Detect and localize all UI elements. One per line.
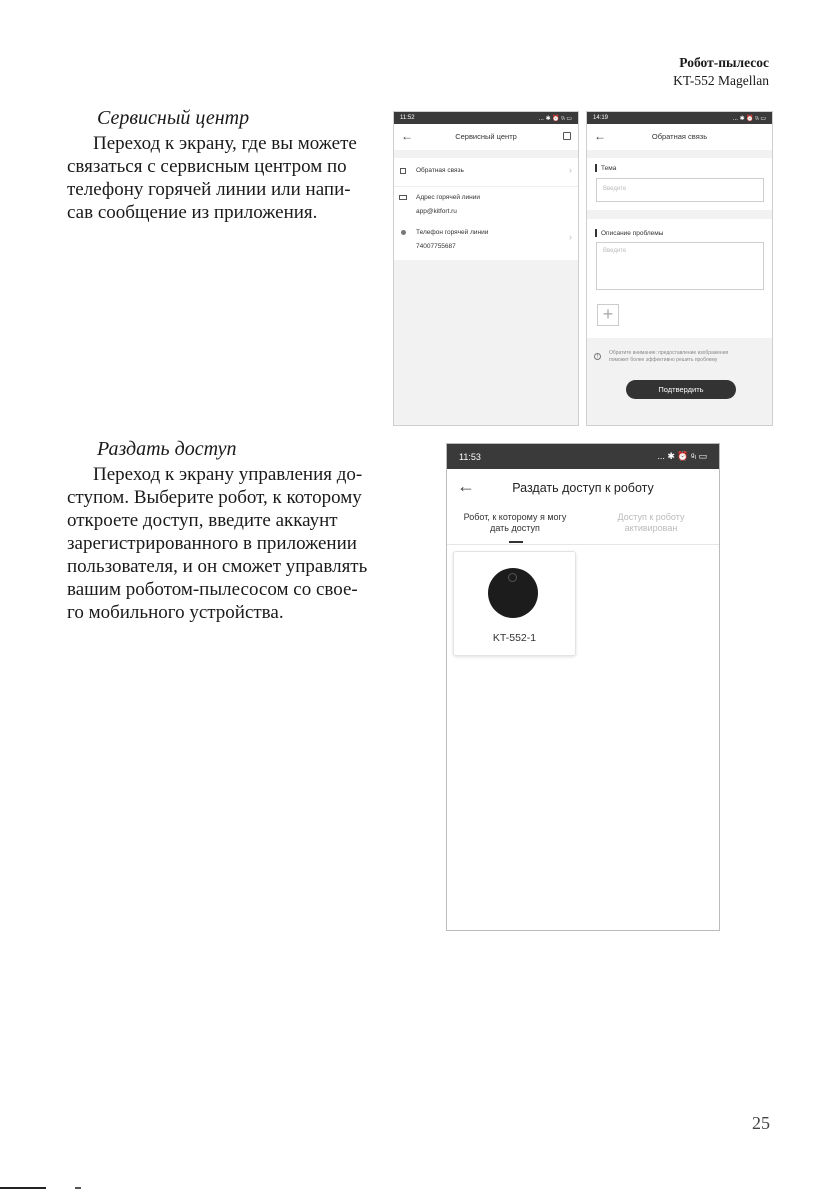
topic-input[interactable]: Введите xyxy=(596,178,764,202)
row-value: 74007755687 xyxy=(416,243,456,250)
divider xyxy=(587,210,772,219)
back-arrow-icon[interactable]: ← xyxy=(594,129,606,143)
footer-rule xyxy=(0,1187,46,1189)
chevron-right-icon: › xyxy=(569,165,572,175)
empty-area xyxy=(394,260,578,425)
footer-mark xyxy=(75,1187,81,1189)
robot-sensor xyxy=(508,573,517,582)
description-input[interactable]: Введите xyxy=(596,242,764,290)
back-arrow-icon[interactable]: ← xyxy=(401,129,413,143)
add-image-button[interactable]: + xyxy=(597,304,619,326)
robot-vacuum-image xyxy=(488,568,538,618)
tab-line: Робот, к которому я могу xyxy=(463,512,567,522)
tab-access-activated[interactable] xyxy=(583,512,719,544)
label-marker xyxy=(595,229,597,237)
text-line: зарегистрированного в приложении xyxy=(67,533,357,554)
status-time: 11:53 xyxy=(459,451,481,462)
text-line: Переход к экрану, где вы можете xyxy=(93,133,357,154)
phone-icon xyxy=(401,230,406,235)
chevron-right-icon: › xyxy=(569,232,572,242)
submit-button[interactable]: Подтвердить xyxy=(626,380,736,399)
status-time: 14:19 xyxy=(593,115,609,121)
row-label: Телефон горячей линии xyxy=(416,229,489,236)
section-text-share-access xyxy=(67,463,383,624)
note-line: поможет более эффективно решить проблему xyxy=(609,357,718,363)
text-line: телефону горячей линии или напи- xyxy=(67,179,351,200)
text-line: связаться с сервисным центром по xyxy=(67,156,347,177)
divider xyxy=(587,150,772,158)
screenshot-service-center xyxy=(393,111,579,426)
screenshot-share-access xyxy=(446,443,720,931)
status-icons: ... ✱ ⏰ ᵍₗ ▭ xyxy=(732,115,766,122)
row-feedback[interactable] xyxy=(394,158,578,186)
info-icon: ! xyxy=(594,353,601,360)
divider xyxy=(394,150,578,158)
robot-card[interactable] xyxy=(453,551,576,656)
screen-title: Обратная связь xyxy=(651,132,708,141)
row-hotline-phone[interactable] xyxy=(394,223,578,259)
product-model: KT-552 Magellan xyxy=(673,73,769,88)
divider xyxy=(447,544,719,545)
text-line: сав сообщение из приложения. xyxy=(67,202,318,223)
message-icon[interactable] xyxy=(563,132,571,140)
tab-can-share[interactable] xyxy=(447,512,583,544)
tab-line: Доступ к роботу xyxy=(617,512,685,522)
status-icons: ... ✱ ⏰ ᵍₗ ▭ xyxy=(538,115,572,122)
row-label: Обратная связь xyxy=(416,167,464,174)
robot-name: KT-552-1 xyxy=(492,632,537,644)
section-text-service-center xyxy=(67,132,383,224)
text-line: пользователя, и он сможет управлять xyxy=(67,556,368,577)
screen-title: Раздать доступ к роботу xyxy=(512,481,654,495)
status-bar xyxy=(447,444,719,469)
text-line: вашим роботом-пылесосом со свое- xyxy=(67,579,358,600)
row-hotline-address xyxy=(394,187,578,223)
row-value: app@kitfort.ru xyxy=(416,208,457,215)
back-arrow-icon[interactable]: ← xyxy=(457,476,475,496)
page-number: 25 xyxy=(752,1113,770,1133)
topic-label: Тема xyxy=(601,165,617,172)
status-time: 11:52 xyxy=(400,115,415,121)
section-title-service-center: Сервисный центр xyxy=(97,107,250,129)
text-line: Переход к экрану управления до- xyxy=(93,464,363,485)
tab-line: активирован xyxy=(624,523,678,533)
document-title: Робот-пылесос xyxy=(679,55,769,70)
mail-icon xyxy=(399,195,407,200)
nav-bar xyxy=(447,469,719,509)
screenshot-feedback xyxy=(586,111,773,426)
description-label: Описание проблемы xyxy=(601,230,664,237)
section-title-share-access: Раздать доступ xyxy=(97,438,237,460)
status-bar xyxy=(394,112,578,124)
status-icons: ... ✱ ⏰ ᵍₗ ▭ xyxy=(657,451,707,461)
active-tab-indicator xyxy=(509,541,523,543)
text-line: откроете доступ, введите аккаунт xyxy=(67,510,338,531)
nav-bar xyxy=(587,124,772,150)
text-line: ступом. Выберите робот, к которому xyxy=(67,487,362,508)
screen-title: Сервисный центр xyxy=(455,132,517,141)
status-bar xyxy=(587,112,772,124)
row-label: Адрес горячей линии xyxy=(416,194,481,201)
text-line: го мобильного устройства. xyxy=(67,602,284,623)
note-line: Обратите внимание: предоставление изображения xyxy=(609,350,729,356)
tab-line: дать доступ xyxy=(490,523,540,533)
label-marker xyxy=(595,164,597,172)
nav-bar xyxy=(394,124,578,150)
feedback-icon xyxy=(400,168,406,174)
